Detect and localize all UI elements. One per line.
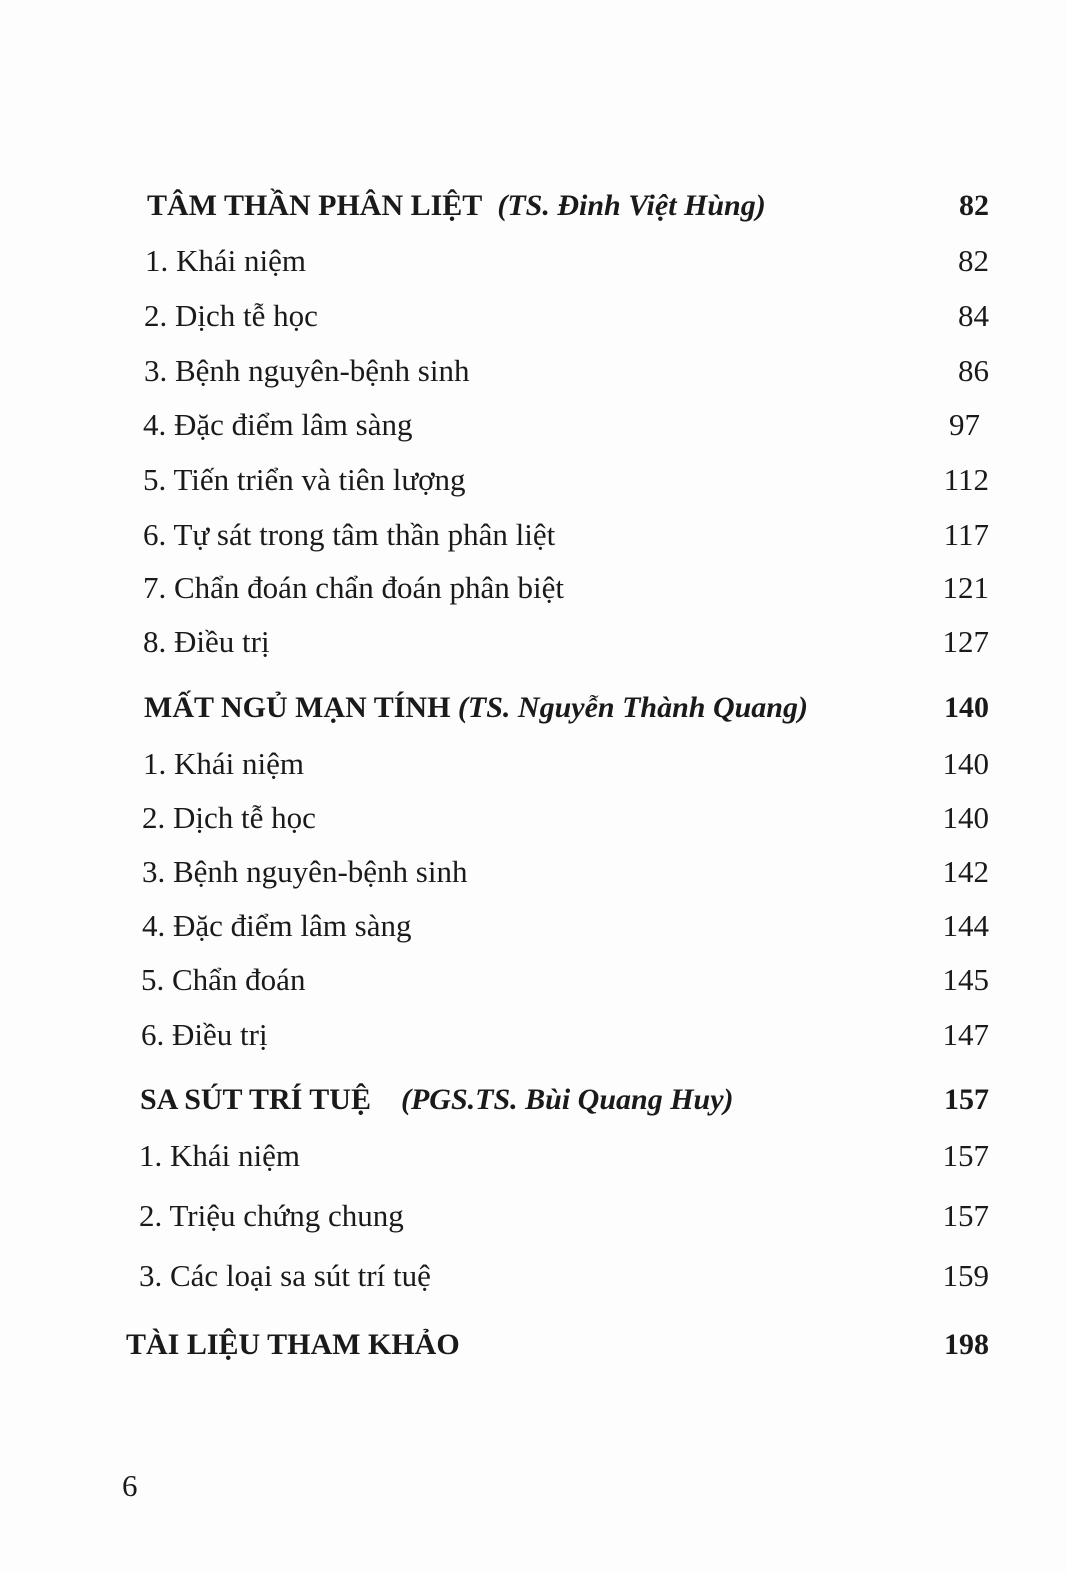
- toc-entry: [139, 1256, 989, 1296]
- toc-section-heading: [126, 1325, 989, 1365]
- toc-entry-title: 4. Đặc điểm lâm sàng: [143, 407, 413, 442]
- toc-entry: [144, 296, 989, 336]
- toc-page-number: 82: [958, 243, 989, 278]
- toc-page-number: 157: [942, 1198, 989, 1233]
- toc-entry-title: 3. Bệnh nguyên-bệnh sinh: [144, 353, 470, 388]
- toc-entry-title: 1. Khái niệm: [139, 1138, 300, 1173]
- toc-heading-label: [126, 1325, 460, 1365]
- toc-entry: [141, 1015, 989, 1055]
- toc-entry-title: 7. Chẩn đoán chẩn đoán phân biệt: [143, 570, 564, 605]
- toc-entry-title: 2. Triệu chứng chung: [139, 1198, 404, 1233]
- toc-entry-title: 3. Bệnh nguyên-bệnh sinh: [142, 854, 468, 889]
- toc-page-number: 117: [943, 517, 989, 552]
- toc-entry: [145, 241, 989, 281]
- toc-heading-title: SA SÚT TRÍ TUỆ: [140, 1083, 371, 1116]
- toc-section-heading: [144, 688, 989, 728]
- toc-page-number: 159: [942, 1258, 989, 1293]
- toc-entry: [139, 1196, 989, 1236]
- toc-heading-title: MẤT NGỦ MẠN TÍNH: [144, 691, 451, 724]
- toc-entry: [143, 460, 989, 500]
- toc-heading-author: (TS. Đinh Việt Hùng): [497, 189, 766, 222]
- toc-entry: [143, 744, 989, 784]
- toc-page-number: 147: [942, 1017, 989, 1052]
- toc-entry: [139, 1136, 989, 1176]
- toc-heading-author: (TS. Nguyễn Thành Quang): [457, 691, 808, 724]
- toc-page-number: 144: [942, 908, 989, 943]
- toc-page-number: 127: [942, 624, 989, 659]
- toc-entry: [143, 622, 989, 662]
- toc-entry-title: 4. Đặc điểm lâm sàng: [142, 908, 412, 943]
- toc-entry: [144, 351, 989, 391]
- toc-page-number: 198: [944, 1328, 989, 1361]
- toc-entry: [143, 405, 980, 445]
- toc-entry-title: 1. Khái niệm: [145, 243, 306, 278]
- toc-page-number: 121: [942, 570, 989, 605]
- toc-heading-author: (PGS.TS. Bùi Quang Huy): [400, 1083, 734, 1116]
- toc-page-number: 157: [944, 1083, 989, 1116]
- toc-heading-title: TÂM THẦN PHÂN LIỆT: [147, 189, 483, 222]
- toc-page-number: 157: [942, 1138, 989, 1173]
- toc-heading-title: TÀI LIỆU THAM KHẢO: [126, 1328, 460, 1361]
- toc-entry: [141, 960, 989, 1000]
- toc-entry: [142, 852, 989, 892]
- toc-entry-title: 8. Điều trị: [143, 624, 270, 659]
- toc-heading-label: [144, 688, 808, 728]
- toc-entry-title: 6. Tự sát trong tâm thần phân liệt: [143, 517, 556, 552]
- toc-entry: [143, 515, 989, 555]
- toc-page-number: 142: [942, 854, 989, 889]
- toc-entry-title: 5. Tiến triển và tiên lượng: [143, 462, 466, 497]
- page-folio-number: 6: [122, 1468, 138, 1503]
- toc-page-number: 140: [942, 746, 989, 781]
- toc-page-number: 97: [949, 407, 980, 442]
- toc-page-number: 140: [942, 800, 989, 835]
- toc-entry-title: 6. Điều trị: [141, 1017, 268, 1052]
- toc-section-heading: [140, 1080, 989, 1120]
- toc-page-number: 140: [944, 691, 989, 724]
- toc-entry: [142, 906, 989, 946]
- toc-page-number: 86: [958, 353, 989, 388]
- toc-entry-title: 5. Chẩn đoán: [141, 962, 306, 997]
- toc-page-number: 84: [958, 298, 989, 333]
- toc-heading-label: [140, 1080, 734, 1120]
- toc-entry-title: 2. Dịch tễ học: [144, 298, 318, 333]
- toc-section-heading: [147, 186, 989, 226]
- toc-entry: [143, 568, 989, 608]
- toc-entry: [142, 798, 989, 838]
- toc-heading-label: [147, 186, 766, 226]
- toc-page-number: 82: [959, 189, 989, 222]
- toc-page-number: 112: [943, 462, 989, 497]
- toc-entry-title: 2. Dịch tễ học: [142, 800, 316, 835]
- toc-entry-title: 3. Các loại sa sút trí tuệ: [139, 1258, 431, 1293]
- toc-page-number: 145: [942, 962, 989, 997]
- toc-entry-title: 1. Khái niệm: [143, 746, 304, 781]
